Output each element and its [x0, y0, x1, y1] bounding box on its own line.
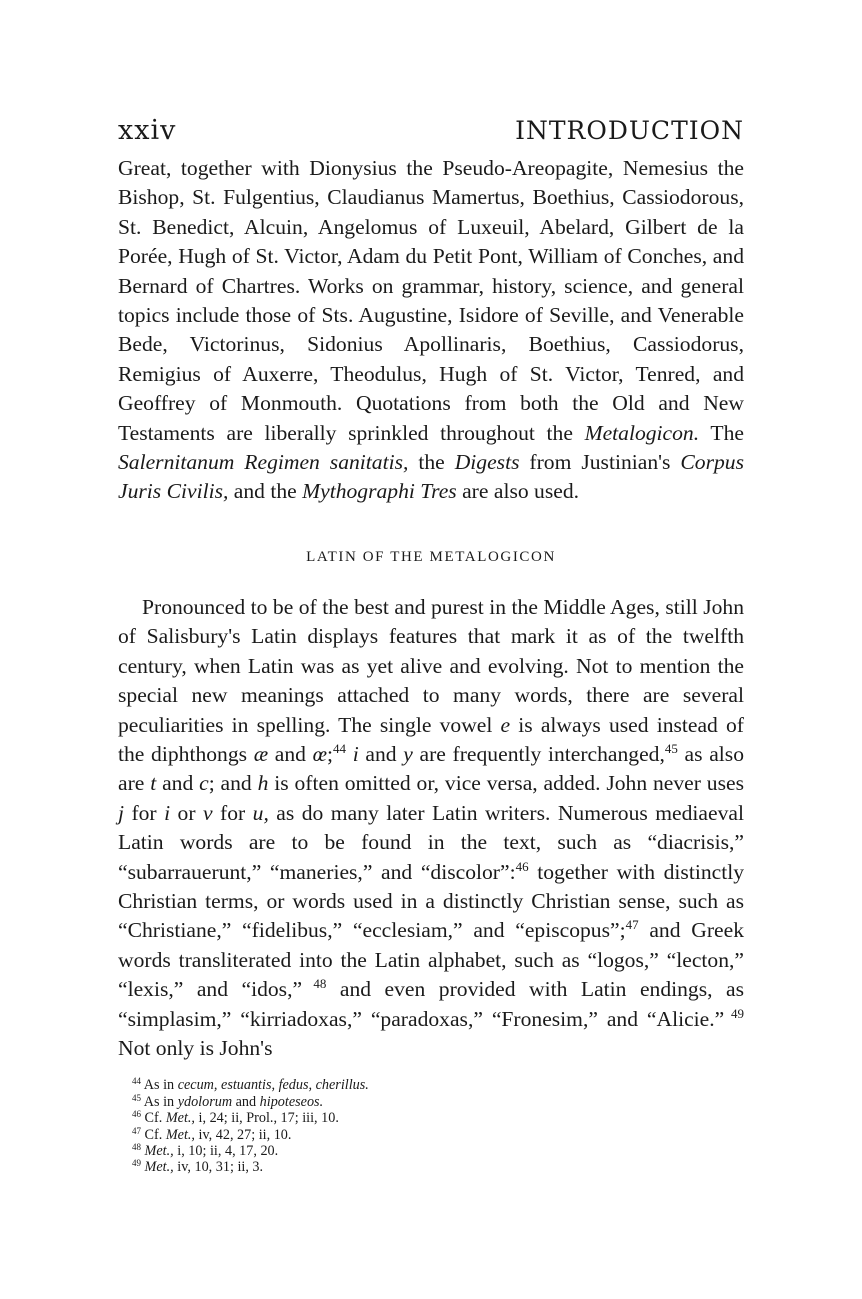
italic-text: j [118, 800, 124, 825]
footnote-ref: 45 [664, 740, 678, 756]
text-run: 3. [248, 1159, 264, 1176]
text-run: the [408, 450, 455, 475]
italic-text: cecum, [174, 1077, 218, 1094]
text-run: is always used instead of the diphthongs [118, 712, 744, 766]
italic-text: cherillus. [312, 1077, 369, 1094]
text-run: Prol., [242, 1110, 277, 1127]
text-run: 27; [233, 1126, 256, 1143]
italic-text: Salernitanum Regimen sanitatis, [118, 450, 409, 475]
section-heading: LATIN OF THE METALOGICON [306, 548, 556, 565]
footnotes [118, 1077, 744, 1175]
footnote-ref: 44 [333, 740, 347, 756]
running-head [118, 112, 744, 150]
text-run: and [268, 741, 313, 766]
text-run: ii, [227, 1110, 243, 1127]
italic-text: y [403, 741, 413, 766]
footnote-text [141, 1143, 278, 1159]
body-text [118, 154, 744, 1063]
italic-text: Metalogicon. [584, 420, 700, 445]
text-run: and Greek words transliterated into the Latin alphabet, such as “logos,” “lecton,” “lexis,” and “idos,” [118, 918, 744, 1002]
text-run: and [232, 1093, 257, 1110]
italic-text: i [352, 741, 359, 766]
text-run: for [212, 800, 253, 825]
text-run: in [159, 1077, 175, 1094]
page-number: xxiv [118, 115, 177, 146]
text-run: i, [173, 1143, 185, 1159]
footnote [118, 1110, 744, 1126]
italic-text: c [199, 771, 209, 796]
text-run: 10. [317, 1110, 339, 1127]
italic-text: œ [312, 741, 328, 766]
italic-text: i [164, 800, 171, 825]
footnote-text [141, 1094, 323, 1110]
text-run: and [358, 741, 404, 766]
italic-text: v [202, 800, 213, 825]
italic-text: Met., [144, 1159, 174, 1176]
text-run: Cf. [144, 1126, 163, 1143]
footnote-number: 47 [132, 1125, 141, 1136]
text-run: Not only is John's [118, 1035, 273, 1060]
footnote [118, 1077, 744, 1093]
italic-text: u, [252, 800, 269, 825]
text-run: 24; [206, 1110, 228, 1127]
text-run: from Justinian's [519, 450, 681, 475]
book-page [118, 112, 744, 1176]
italic-text: t [150, 771, 157, 796]
italic-text: Digests [454, 450, 520, 475]
text-run: iv, [194, 1126, 213, 1143]
footnote-text [141, 1077, 369, 1093]
footnote-text [141, 1159, 263, 1175]
text-run: or [170, 800, 203, 825]
text-run: are also used. [456, 479, 580, 504]
italic-text: fedus, [275, 1077, 313, 1094]
text-run: Cf. [144, 1110, 163, 1127]
text-run: as also are [118, 741, 744, 796]
text-run: together with distinctly Christian terms, or words used in a distinctly Christian sense, such as “Christiane,” “fidelibus,” “ecclesiam,” and “episcopus”; [118, 859, 744, 943]
paragraph-continued [118, 154, 744, 507]
text-run: in [159, 1093, 175, 1110]
footnote [118, 1094, 744, 1110]
italic-text: hipoteseos. [256, 1093, 324, 1110]
text-run: ; [327, 741, 334, 766]
footnote-number: 45 [132, 1092, 141, 1103]
italic-text: Met., [162, 1110, 195, 1127]
text-run: The [699, 420, 744, 445]
paragraph-latin [118, 593, 744, 1064]
footnote-ref: 46 [515, 858, 529, 874]
text-run: 10, [190, 1159, 213, 1176]
italic-text: h [257, 771, 269, 796]
text-run: As [143, 1093, 160, 1110]
text-run: ii, [255, 1126, 271, 1143]
text-run: ii, [206, 1143, 222, 1159]
footnote [118, 1127, 744, 1143]
italic-text: Mythographi Tres [302, 479, 457, 504]
text-run: iii, [298, 1110, 318, 1127]
italic-text: ydolorum [174, 1093, 233, 1110]
footnote-ref: 47 [625, 917, 639, 933]
footnote [118, 1159, 744, 1175]
text-run: and [156, 771, 200, 796]
text-run: are frequently interchanged, [412, 741, 665, 766]
footnote-number: 44 [132, 1076, 141, 1087]
text-run: 10; [184, 1143, 207, 1159]
text-run: As [143, 1077, 160, 1094]
italic-text: e [500, 712, 511, 737]
footnote-text [141, 1127, 291, 1143]
text-run: i, [194, 1110, 207, 1127]
text-run: and the [228, 479, 303, 504]
text-run: 17; [277, 1110, 299, 1127]
running-title: INTRODUCTION [515, 116, 744, 145]
text-run [346, 742, 353, 766]
footnote-ref: 48 [302, 976, 327, 992]
footnote-number: 46 [132, 1109, 141, 1120]
text-run: is often omitted or, vice versa, added. John never uses [268, 771, 744, 796]
footnote [118, 1143, 744, 1159]
footnote-number: 48 [132, 1142, 141, 1152]
text-run: 17, [235, 1143, 257, 1159]
footnote-ref: 49 [724, 1005, 744, 1021]
text-run: for [124, 800, 165, 825]
text-run: 10. [270, 1126, 292, 1143]
italic-text: æ [253, 741, 269, 766]
italic-text: Met., [162, 1126, 195, 1143]
text-run: ii, [233, 1159, 249, 1176]
text-run: ; and [208, 771, 258, 796]
text-run: Pronounced to be of the best and purest in the Middle Ages, still John of Salisbury's Latin displays features that mark it as of the twelfth century, when Latin was as yet alive and evolving. Not to mention the special new meanings attached to many words, there are several peculiarities in spelling. The single vowel [118, 594, 744, 737]
text-run: 42, [212, 1126, 234, 1143]
text-run: Great, together with Dionysius the Pseudo-Areopagite, Nemesius the Bishop, St. Fulgentius, Claudianus Mamertus, Boethius, Cassiodorous, St. Benedict, Alcuin, Angelomus of Luxeuil, Abelard, Gilbert de la Porée, Hugh of St. Victor, Adam du Petit Pont, William of Conches, and Bernard of Chartres. Works on grammar, history, science, and general topics include those of Sts. Augustine, Isidore of Seville, and Venerable Bede, Victorinus, Sidonius Apollinaris, Boethius, Cassiodorus, Remigius of Auxerre, Theodulus, Hugh of St. Victor, Tenred, and Geoffrey of Monmouth. Quotations from both the Old and New Testaments are liberally sprinkled throughout the [118, 156, 744, 445]
italic-text: estuantis, [217, 1077, 276, 1094]
text-run: 4, [221, 1143, 236, 1159]
text-run: 31; [212, 1159, 234, 1176]
footnote-number: 49 [132, 1158, 141, 1169]
italic-text: Corpus Juris Civilis, [118, 450, 744, 504]
text-run: 20. [256, 1143, 279, 1159]
text-run: as do many later Latin writers. Numerous mediaeval Latin words are to be found in the text, such as “diacrisis,” “subarrauerunt,” “maneries,” and “discolor”: [118, 800, 744, 884]
text-run: and even provided with Latin endings, as “simplasim,” “kirriadoxas,” “paradoxas,” “Fronesim,” and “Alicie.” [118, 977, 745, 1031]
italic-text: Met., [144, 1143, 174, 1159]
text-run: iv, [173, 1159, 191, 1176]
footnote-text [141, 1110, 339, 1126]
